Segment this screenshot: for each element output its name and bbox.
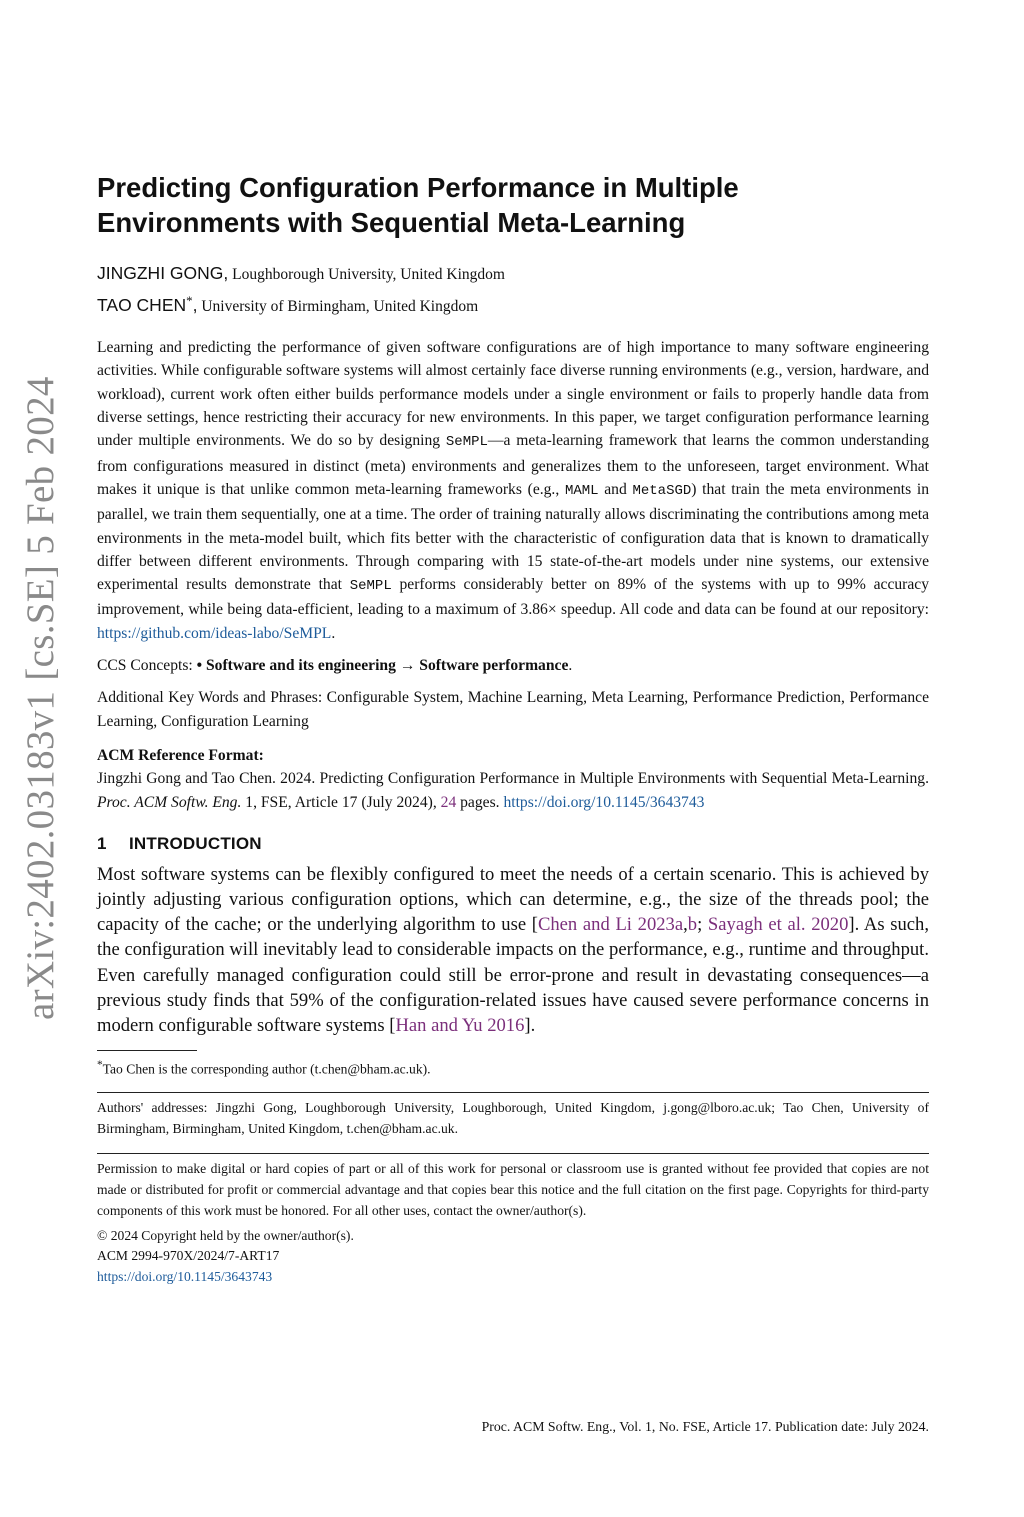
abstract-text: —a meta-learning framework that learns the common understanding from configurations measured in distinct (meta) environments and generalizes them to the unforeseen, target environment. What makes it unique is that unlike common meta-learning frameworks (e.g.,: [97, 432, 929, 498]
author-name: JINGZHI GONG,: [97, 263, 229, 283]
metasgd-name: MetaSGD: [632, 482, 692, 499]
title-line-1: Predicting Configuration Performance in Multiple: [97, 172, 739, 203]
divider: [97, 1153, 929, 1154]
maml-name: MAML: [564, 482, 599, 499]
intro-text: ,: [683, 914, 688, 936]
intro-text: ]. As such, the configuration will inevitably lead to considerable impacts on the performance, e.g., runtime and throughput. Even carefully managed configuration could still be error-prone and result in devastating consequences—a previous study finds that 59% of the configuration-related issues have caused severe performance concerns in modern configurable software systems [: [97, 914, 929, 1037]
intro-text: Most software systems can be flexibly configured to meet the needs of a certain scenario. This is achieved by jointly adjusting various configuration options, which can determine, e.g., the size of the threads pool; the capacity of the cache; or the underlying algorithm to use [: [97, 863, 929, 936]
footnote-text: Tao Chen is the corresponding author (t.chen@bham.ac.uk).: [102, 1061, 431, 1077]
copyright-text: © 2024 Copyright held by the owner/author(s).: [97, 1227, 354, 1243]
author-name: TAO CHEN: [97, 295, 187, 316]
abstract-text: Learning and predicting the performance of given software configurations are of high importance to many software engineering activities. While configurable software systems will almost certainly face diverse running environments (e.g., version, hardware, and workload), current work often either builds performance models under a single environment or fails to properly handle data from diverse settings, hence restricting their accuracy for new environments. In this paper, we target configuration performance learning under multiple environments. We do so by designing: [97, 339, 929, 450]
author-separator: ,: [192, 295, 198, 316]
ccs-concepts: [97, 654, 929, 677]
ccs-label: CCS Concepts:: [97, 657, 197, 675]
ccs-arrow: →: [395, 657, 420, 675]
permission-notice: Permission to make digital or hard copies of part or all of this work for personal or classroom use is granted without fee provided that copies are not made or distributed for profit or commercial advantage and that copies bear this notice and the full citation on the first page. Copyrights for third-party components of this work must be honored. For all other uses, contact the owner/author(s).: [97, 1161, 929, 1218]
abstract-text: performs considerably better on 89% of the systems with up to 99% accuracy improvement, while being data-efficient, leading to a maximum of 3.86× speedup. All code and data can be found at our repository:: [97, 576, 930, 619]
paper-title: [97, 170, 929, 240]
authors-addresses: Authors' addresses: Jingzhi Gong, Loughborough University, Loughborough, United Kingdom, j.gong@lboro.ac.uk; Tao Chen, University of Birmingham, Birmingham, United Kingdom, t.chen@bham.ac.uk.: [97, 1099, 929, 1136]
acm-reference-text: pages.: [456, 793, 504, 811]
repository-link[interactable]: https://github.com/ideas-labo/SeMPL: [97, 624, 332, 642]
acm-reference-text: 1, FSE, Article 17 (July 2024),: [241, 793, 441, 811]
title-line-2: Environments with Sequential Meta-Learning: [97, 207, 686, 238]
sempl-name: SeMPL: [445, 434, 488, 451]
author-2: [97, 288, 929, 320]
acm-id: ACM 2994-970X/2024/7-ART17: [97, 1248, 280, 1264]
section-heading: [97, 834, 929, 854]
sempl-name: SeMPL: [349, 578, 392, 595]
introduction-paragraph: [97, 862, 929, 1038]
paper-page: [97, 170, 929, 1287]
footnote-mark: *: [97, 1059, 103, 1072]
ccs-concept: Software performance: [419, 657, 569, 675]
doi-link[interactable]: https://doi.org/10.1145/3643743: [503, 793, 705, 811]
ccs-end: .: [568, 657, 573, 675]
author-affiliation: University of Birmingham, United Kingdom: [201, 298, 479, 316]
citation-link[interactable]: Chen and Li 2023a: [537, 914, 684, 936]
section-title: INTRODUCTION: [129, 833, 262, 853]
intro-text: ;: [697, 914, 708, 936]
abstract-text: and: [598, 480, 633, 498]
author-1: [97, 260, 929, 288]
acm-reference-heading: ACM Reference Format:: [97, 746, 264, 764]
footnote: [97, 1055, 929, 1080]
copyright-block: [97, 1226, 929, 1288]
arxiv-side-label: arXiv:2402.03183v1 [cs.SE] 5 Feb 2024: [19, 376, 62, 1020]
acm-reference: [97, 744, 929, 814]
footnote-divider: [97, 1050, 197, 1051]
acm-reference-text: Jingzhi Gong and Tao Chen. 2024. Predicting Configuration Performance in Multiple Environments with Sequential Meta-Learning.: [97, 770, 929, 788]
ccs-category: • Software and its engineering: [196, 657, 396, 675]
doi-footer-link[interactable]: https://doi.org/10.1145/3643743: [97, 1268, 273, 1284]
citation-link[interactable]: Sayagh et al. 2020: [707, 914, 849, 936]
divider: [97, 1092, 929, 1093]
abstract-text: .: [331, 624, 336, 642]
abstract: [97, 336, 929, 645]
footnote-mark: *: [186, 293, 193, 308]
section-number: 1: [97, 833, 107, 853]
keywords: Additional Key Words and Phrases: Configurable System, Machine Learning, Meta Learning, Performance Prediction, Performance Learning, Configuration Learning: [97, 689, 929, 730]
citation-link[interactable]: b: [687, 914, 698, 936]
page-footer: Proc. ACM Softw. Eng., Vol. 1, No. FSE, Article 17. Publication date: July 2024.: [481, 1419, 929, 1434]
citation-link[interactable]: Han and Yu 2016: [395, 1015, 525, 1037]
abstract-text: ) that train the meta environments in parallel, we train them sequentially, one at a time. The order of training naturally allows discriminating the contributions among meta environments in the meta-model built, which fits better with the characteristic of configuration data that is known to dramatically differ between different environments. Through comparing with 15 state-of-the-art models under nine systems, our extensive experimental results demonstrate that: [97, 480, 929, 594]
acm-reference-venue: Proc. ACM Softw. Eng.: [97, 793, 242, 811]
intro-text: ].: [524, 1015, 536, 1037]
author-affiliation: Loughborough University, United Kingdom: [232, 266, 505, 283]
page-count-link[interactable]: 24: [440, 793, 457, 811]
